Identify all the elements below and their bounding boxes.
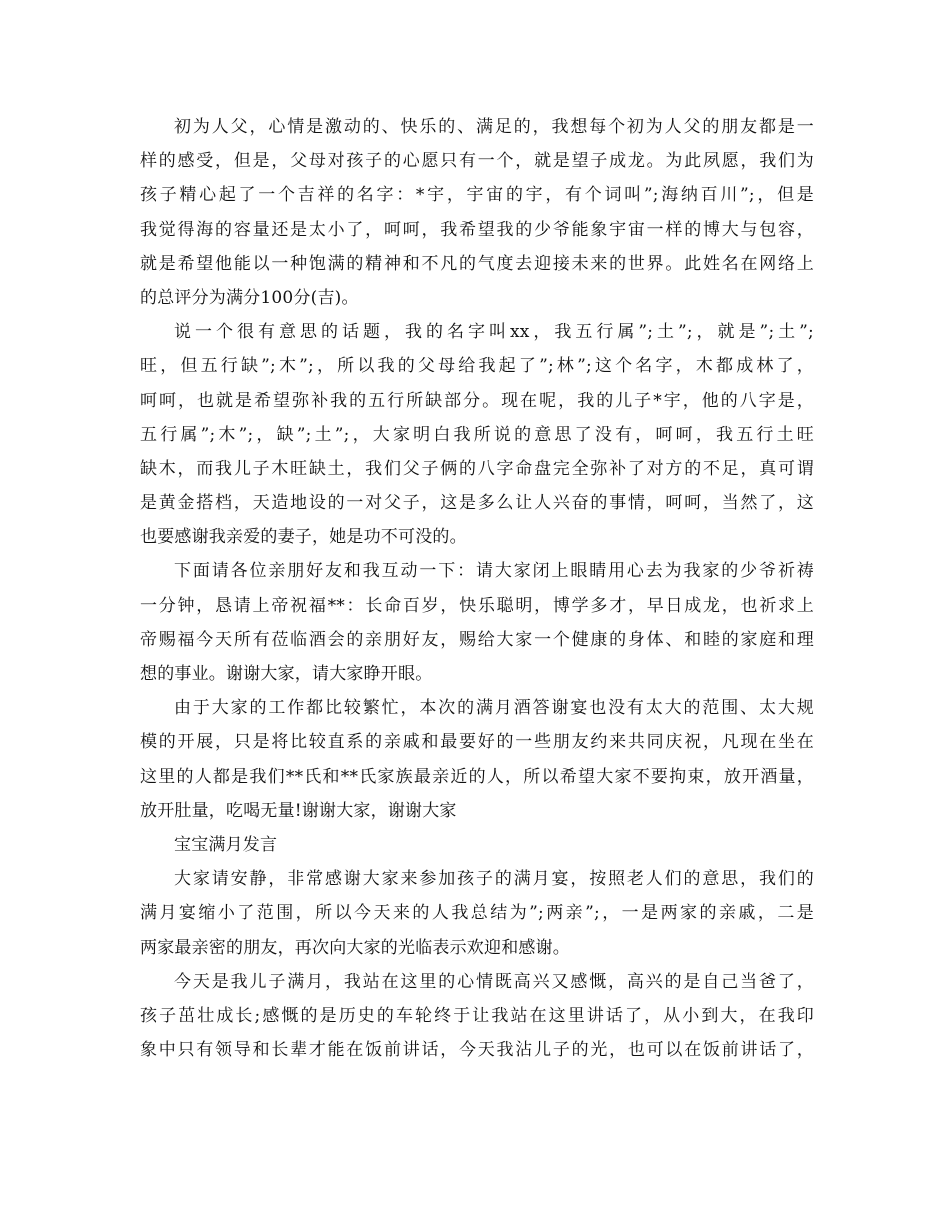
text-line: 模的开展，只是将比较直系的亲戚和最要好的一些朋友约来共同庆祝，凡现在坐在 [140,732,814,753]
text-line: 就是希望他能以一种饱满的精神和不凡的气度去迎接未来的世界。此姓名在网络上 [140,253,814,274]
section-heading: 宝宝满月发言 [174,834,278,855]
text-line: 下面请各位亲朋好友和我互动一下：请大家闭上眼睛用心去为我家的少爷祈祷 [174,561,814,582]
document-page [140,110,814,1067]
text-line: 是黄金搭档，天造地设的一对父子，这是多么让人兴奋的事情，呵呵，当然了，这 [140,493,814,514]
text-line: 旺，但五行缺”;木”;，所以我的父母给我起了”;林”;这个名字，木都成林了， [140,356,814,377]
text-line: 这里的人都是我们**氏和**氏家族最亲近的人，所以希望大家不要拘束，放开酒量， [140,766,814,787]
text-line: 呵呵，也就是希望弥补我的五行所缺部分。现在呢，我的儿子*宇，他的八字是， [140,390,814,411]
text-line: 大家请安静，非常感谢大家来参加孩子的满月宴，按照老人们的意思，我们的 [174,869,814,890]
text-line: 也要感谢我亲爱的妻子，她是功不可没的。 [140,527,467,548]
text-line: 五行属”;木”;，缺”;土”;，大家明白我所说的意思了没有，呵呵，我五行土旺 [140,424,814,445]
text-line: 两家最亲密的朋友，再次向大家的光临表示欢迎和感谢。 [140,937,570,958]
text-line: 初为人父，心情是激动的、快乐的、满足的，我想每个初为人父的朋友都是一 [174,117,814,137]
text-line: 缺木，而我儿子木旺缺土，我们父子俩的八字命盘完全弥补了对方的不足，真可谓 [140,458,814,479]
text-line: 象中只有领导和长辈才能在饭前讲话，今天我沾儿子的光，也可以在饭前讲话了， [140,1040,814,1061]
text-line: 想的事业。谢谢大家，请大家睁开眼。 [140,664,433,684]
text-line: 的总评分为满分100分(吉)。 [140,287,359,308]
text-line: 孩子茁壮成长;感慨的是历史的车轮终于让我站在这里讲话了，从小到大，在我印 [140,1005,814,1026]
text-line: 孩子精心起了一个吉祥的名字：*宇，宇宙的宇，有个词叫”;海纳百川”;，但是 [140,185,814,206]
text-line: 今天是我儿子满月，我站在这里的心情既高兴又感慨，高兴的是自己当爸了， [174,971,814,992]
text-line: 满月宴缩小了范围，所以今天来的人我总结为”;两亲”;，一是两家的亲戚，二是 [140,903,814,924]
text-line: 样的感受，但是，父母对孩子的心愿只有一个，就是望子成龙。为此夙愿，我们为 [140,151,814,172]
text-line: 一分钟，恳请上帝祝福**：长命百岁，快乐聪明，博学多才，早日成龙，也祈求上 [140,595,814,616]
text-line: 帝赐福今天所有莅临酒会的亲朋好友，赐给大家一个健康的身体、和睦的家庭和理 [140,629,814,650]
text-line: 说一个很有意思的话题，我的名字叫xx，我五行属”;土”;，就是”;土”; [174,322,814,343]
text-line: 由于大家的工作都比较繁忙，本次的满月酒答谢宴也没有太大的范围、太大规 [174,698,814,719]
text-line: 我觉得海的容量还是太小了，呵呵，我希望我的少爷能象宇宙一样的博大与包容， [140,219,814,240]
text-line: 放开肚量，吃喝无量!谢谢大家，谢谢大家 [140,800,457,821]
